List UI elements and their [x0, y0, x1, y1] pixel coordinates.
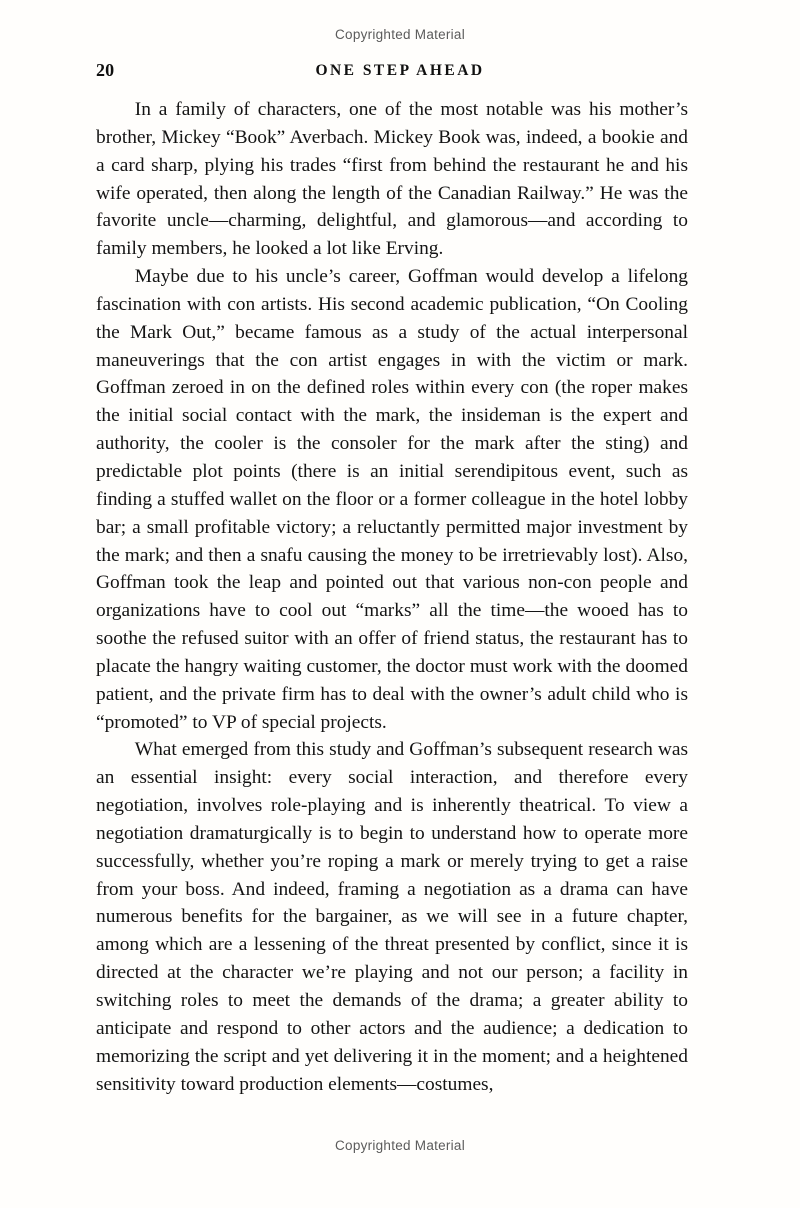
- paragraph: What emerged from this study and Goffman’s subsequent research was an essential insight: every social interaction, and therefore every negotiation, involves role-playing and is inherently theatrical. To view a negotiation dramaturgically is to begin to understand how to operate more successfully, whether you’re roping a mark or merely trying to get a raise from your boss. And indeed, framing a negotiation as a drama can have numerous benefits for the bargainer, as we will see in a future chapter, among which are a lessening of the threat presented by conflict, since it is directed at the character we’re playing and not our person; a facility in switching roles to meet the demands of the drama; a greater ability to anticipate and respond to other actors and the audience; a dedication to memorizing the script and yet delivering it in the moment; and a heightened sensitivity toward production elements—costumes,: [96, 739, 688, 1095]
- chapter-title: ONE STEP AHEAD: [315, 62, 485, 79]
- body-text: [96, 96, 688, 1098]
- paragraph: Maybe due to his uncle’s career, Goffman would develop a lifelong fascination with con artists. His second academic publication, “On Cooling the Mark Out,” became famous as a study of the actual interpersonal maneuverings that the con artist engages in with the victim or mark. Goffman zeroed in on the defined roles within every con (the roper makes the initial social contact with the mark, the insideman is the expert and authority, the cooler is the consoler for the mark after the sting) and predictable plot points (there is an initial serendipitous event, such as finding a stuffed wallet on the floor or a former colleague in the hotel lobby bar; a small profitable victory; a reluctantly permitted major investment by the mark; and then a snafu causing the money to be irretrievably lost). Also, Goffman took the leap and pointed out that various non-con people and organizations have to cool out “marks” all the time—the wooed has to soothe the refused suitor with an offer of friend status, the restaurant has to placate the hangry waiting customer, the doctor must work with the doomed patient, and the private firm has to deal with the owner’s adult child who is “promoted” to VP of special projects.: [96, 266, 688, 733]
- page-number: 20: [96, 60, 115, 80]
- copyright-watermark-top: Copyrighted Material: [335, 27, 465, 42]
- paragraph: In a family of characters, one of the most notable was his mother’s brother, Mickey “Book” Averbach. Mickey Book was, indeed, a bookie and a card sharp, plying his trades “first from behind the restaurant he and his wife operated, then along the length of the Canadian Railway.” He was the favorite uncle—charming, delightful, and glamorous—and according to family members, he looked a lot like Erving.: [96, 99, 688, 260]
- copyright-watermark-bottom: Copyrighted Material: [335, 1138, 465, 1153]
- running-head: [96, 60, 704, 80]
